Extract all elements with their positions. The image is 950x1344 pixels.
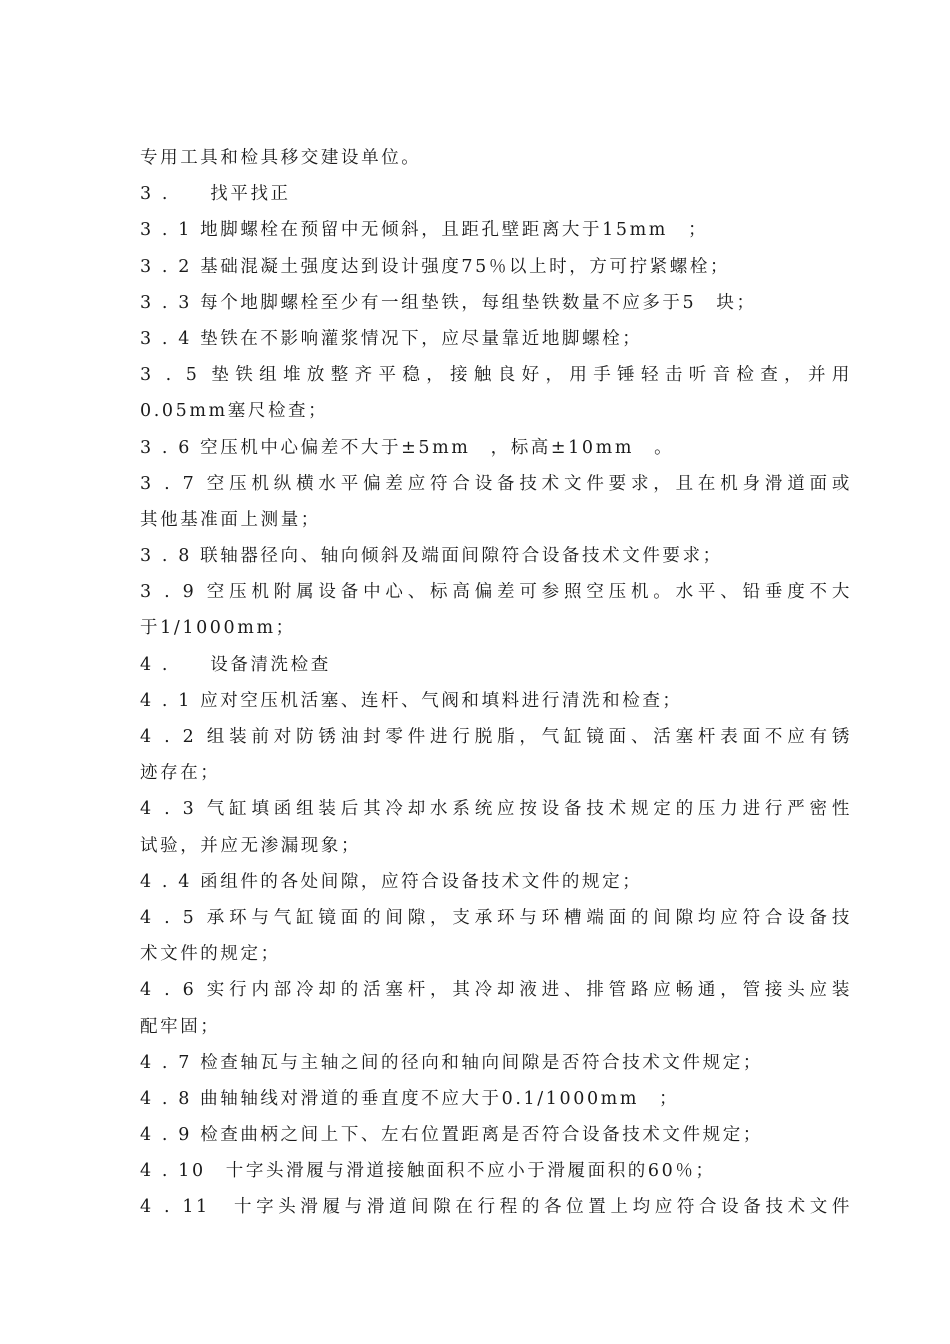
text-line: 3 . 8 联轴器径向、轴向倾斜及端面间隙符合设备技术文件要求； [140,546,723,567]
text-line: 3 . 2 基础混凝土强度达到设计强度75％以上时，方可拧紧螺栓； [140,256,731,277]
text-line: 4 . 2 组装前对防锈油封零件进行脱脂，气缸镜面、活塞杆表面不应有锈 [140,727,852,747]
document-body [140,140,852,1226]
text-line: 4 . 1 应对空压机活塞、连杆、气阀和填料进行清洗和检查； [140,690,683,711]
text-line: 其他基准面上测量； [140,509,321,530]
text-line: 4 . 11 十字头滑履与滑道间隙在行程的各位置上均应符合设备技术文件 [140,1197,852,1218]
text-line: 3 . 5 垫铁组堆放整齐平稳，接触良好，用手锤轻击听音检查，并用 [140,365,852,386]
text-line: 4 . 9 检查曲柄之间上下、左右位置距离是否符合设备技术文件规定； [140,1125,763,1146]
text-line: 术文件的规定； [140,944,281,965]
section-heading: 4 . 设备清洗检查 [140,654,331,675]
text-line: 4 . 5 承环与气缸镜面的间隙，支承环与环槽端面的间隙均应符合设备技 [140,907,852,928]
text-line: 3 . 9 空压机附属设备中心、标高偏差可参照空压机。水平、铅垂度不大 [140,582,852,603]
text-line: 4 . 7 检查轴瓦与主轴之间的径向和轴向间隙是否符合技术文件规定； [140,1052,763,1073]
text-line: 专用工具和检具移交建设单位。 [140,148,422,168]
section-heading: 3 . 找平找正 [140,184,291,205]
text-line: 4 . 10 十字头滑履与滑道接触面积不应小于滑履面积的60％； [140,1161,716,1182]
text-line: 4 . 4 函组件的各处间隙，应符合设备技术文件的规定； [140,871,643,892]
text-line: 迹存在； [140,763,221,784]
text-line: 试验，并应无渗漏现象； [140,835,362,856]
text-line: 4 . 8 曲轴轴线对滑道的垂直度不应大于0.1/1000mm ； [140,1088,680,1109]
text-line: 于1/1000mm； [140,618,296,639]
text-line: 3 . 4 垫铁在不影响灌浆情况下，应尽量靠近地脚螺栓； [140,328,643,349]
text-line: 4 . 6 实行内部冷却的活塞杆，其冷却液进、排管路应畅通，管接头应装 [140,980,852,1001]
text-line: 4 . 3 气缸填函组装后其冷却水系统应按设备技术规定的压力进行严密性 [140,799,852,820]
text-line: 3 . 6 空压机中心偏差不大于±5mm ，标高±10mm 。 [140,437,675,458]
text-line: 0.05mm塞尺检查； [140,401,329,422]
text-line: 配牢固； [140,1016,221,1037]
text-line: 3 . 7 空压机纵横水平偏差应符合设备技术文件要求，且在机身滑道面或 [140,473,852,494]
text-line: 3 . 3 每个地脚螺栓至少有一组垫铁，每组垫铁数量不应多于5 块； [140,292,757,313]
text-line: 3 . 1 地脚螺栓在预留中无倾斜，且距孔壁距离大于15mm ； [140,220,709,241]
